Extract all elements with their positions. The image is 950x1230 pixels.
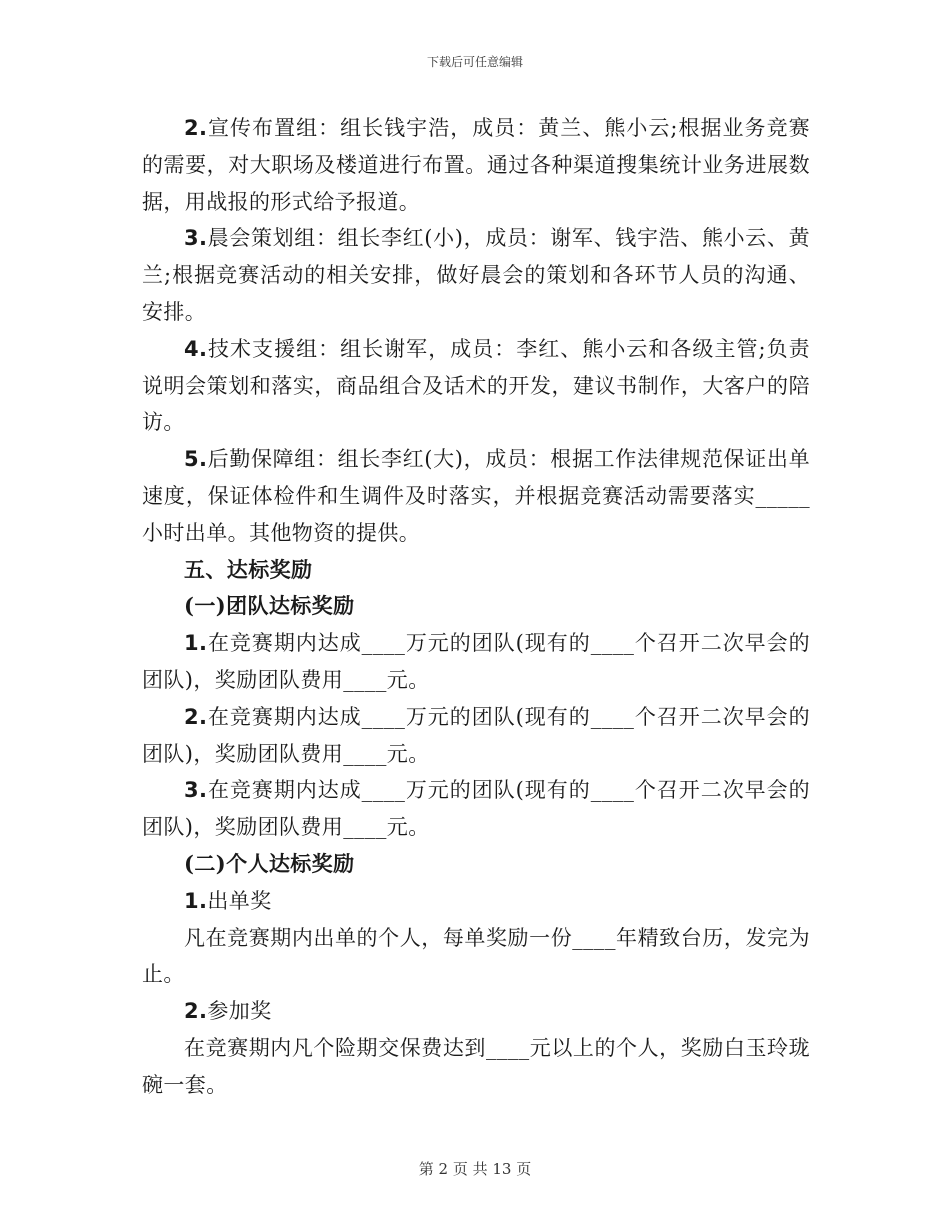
- paragraph-text: 在竞赛期内达成____万元的团队(现有的____个召开二次早会的团队)，奖励团队费用____元。: [142, 778, 810, 840]
- paragraph-team-reward-2: [142, 699, 810, 773]
- paragraph-text: 在竞赛期内达成____万元的团队(现有的____个召开二次早会的团队)，奖励团队费用____元。: [142, 631, 810, 692]
- item-number: 2.: [184, 704, 208, 729]
- item-number: 1.: [184, 888, 208, 913]
- item-number: 2.: [184, 999, 208, 1024]
- paragraph-logistics-group: [142, 441, 810, 551]
- paragraph-team-reward-3: [142, 772, 810, 846]
- paragraph-text: 晨会策划组：组长李红(小)，成员：谢军、钱宇浩、熊小云、黄兰;根据竞赛活动的相关安排，做好晨会的策划和各环节人员的沟通、安排。: [142, 226, 810, 324]
- paragraph-order-award-title: [142, 883, 810, 920]
- page-header: 下载后可任意编辑: [426, 55, 523, 69]
- item-number: 1.: [184, 631, 208, 656]
- paragraph-text: 技术支援组：组长谢军，成员：李红、熊小云和各级主管;负责说明会策划和落实，商品组合及话术的开发，建议书制作，大客户的陪访。: [142, 336, 810, 435]
- paragraph-order-award-detail: 凡在竞赛期内出单的个人，每单奖励一份____年精致台历，发完为止。: [142, 925, 810, 987]
- paragraph-text: 后勤保障组：组长李红(大)，成员：根据工作法律规范保证出单速度，保证体检件和生调件及时落实，并根据竞赛活动需要落实_____小时出单。其他物资的提供。: [142, 447, 810, 545]
- paragraph-participation-award-title: [142, 993, 810, 1030]
- paragraph-team-reward-1: [142, 625, 810, 699]
- item-number: 3.: [184, 778, 208, 803]
- item-number: 5.: [184, 447, 208, 472]
- item-number: 2.: [184, 116, 208, 140]
- paragraph-text: 出单奖: [207, 888, 272, 913]
- page-footer: 第 2 页 共 13 页: [418, 1160, 532, 1178]
- section-heading-rewards: 五、达标奖励: [184, 556, 313, 582]
- paragraph-morning-meeting-group: [142, 220, 810, 330]
- paragraph-text: 在竞赛期内达成____万元的团队(现有的____个召开二次早会的团队)，奖励团队费用____元。: [142, 704, 810, 766]
- subsection-heading-individual-rewards: (二)个人达标奖励: [184, 850, 355, 876]
- subsection-heading-team-rewards: (一)团队达标奖励: [184, 593, 355, 619]
- paragraph-participation-award-detail: 在竞赛期内凡个险期交保费达到____元以上的个人，奖励白玉玲珑碗一套。: [142, 1035, 810, 1097]
- paragraph-publicity-group: [142, 110, 810, 220]
- paragraph-text: 宣传布置组：组长钱宇浩，成员：黄兰、熊小云;根据业务竞赛的需要，对大职场及楼道进行布置。通过各种渠道搜集统计业务进展数据，用战报的形式给予报道。: [142, 116, 810, 214]
- paragraph-text: 参加奖: [207, 999, 272, 1024]
- document-body: [142, 110, 810, 1104]
- item-number: 4.: [184, 336, 208, 361]
- paragraph-technical-support-group: [142, 331, 810, 441]
- item-number: 3.: [184, 226, 208, 251]
